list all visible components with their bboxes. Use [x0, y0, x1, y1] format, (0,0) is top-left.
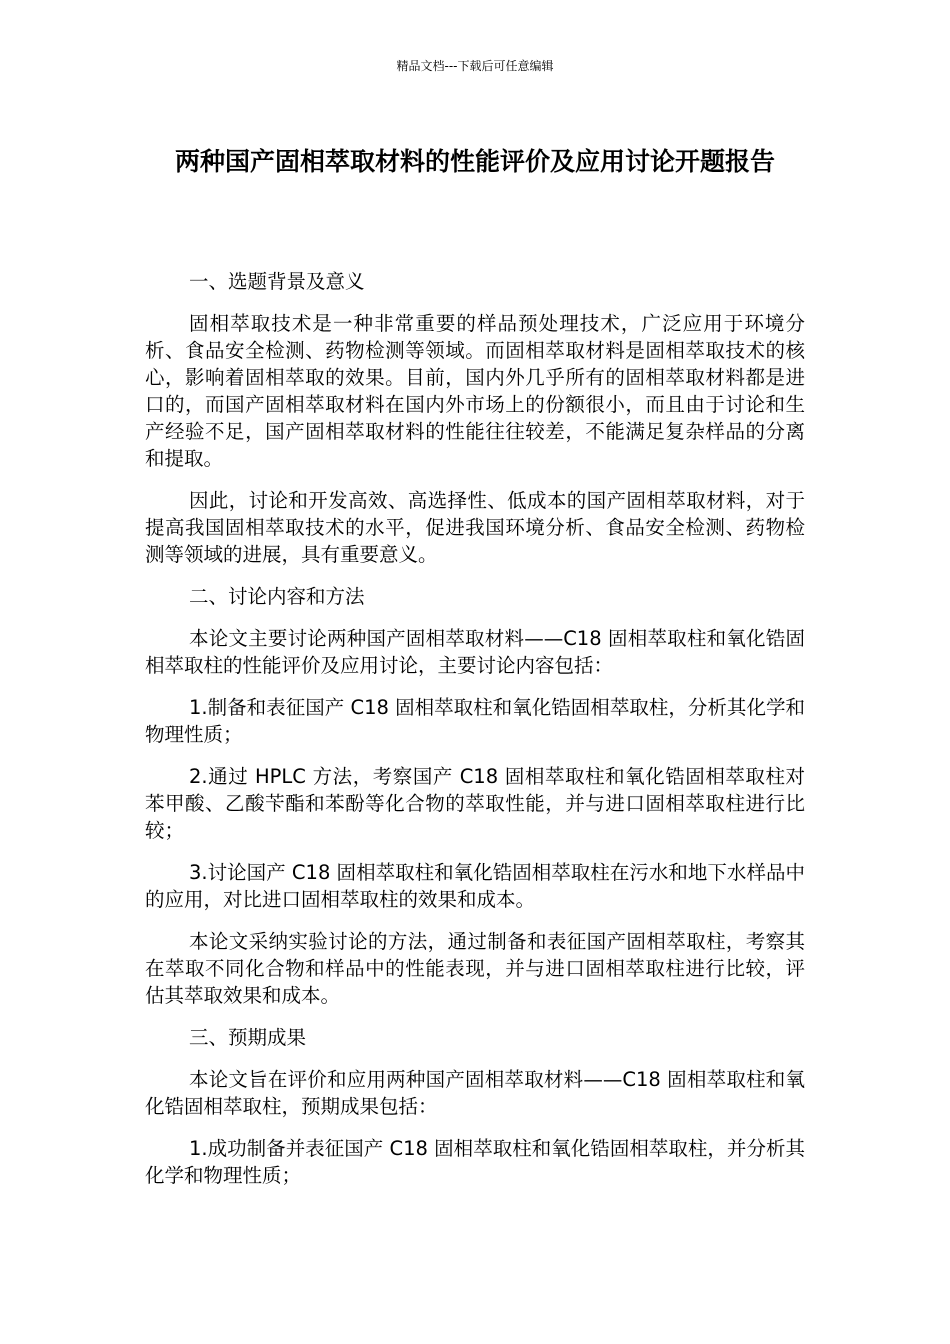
document-body — [145, 268, 805, 1204]
paragraph: 固相萃取技术是一种非常重要的样品预处理技术，广泛应用于环境分析、食品安全检测、药物检测等领域。而固相萃取材料是固相萃取技术的核心，影响着固相萃取的效果。目前，国内外几乎所有的固相萃取材料都是进口的，而国产固相萃取材料在国内外市场上的份额很小，而且由于讨论和生产经验不足，国产固相萃取材料的性能往往较差，不能满足复杂样品的分离和提取。 — [145, 312, 805, 470]
list-item: 3.讨论国产 C18 固相萃取柱和氧化锆固相萃取柱在污水和地下水样品中的应用，对比进口固相萃取柱的效果和成本。 — [145, 861, 805, 911]
list-item: 1.成功制备并表征国产 C18 固相萃取柱和氧化锆固相萃取柱，并分析其化学和物理性质； — [145, 1137, 805, 1187]
section-heading: 三、预期成果 — [189, 1026, 307, 1049]
list-item: 2.通过 HPLC 方法，考察国产 C18 固相萃取柱和氧化锆固相萃取柱对苯甲酸、乙酸苄酯和苯酚等化合物的萃取性能，并与进口固相萃取柱进行比较； — [145, 765, 805, 842]
page-header-note: 精品文档---下载后可任意编辑 — [396, 59, 554, 73]
list-item: 1.制备和表征国产 C18 固相萃取柱和氧化锆固相萃取柱，分析其化学和物理性质； — [145, 696, 805, 746]
paragraph: 本论文旨在评价和应用两种国产固相萃取材料——C18 固相萃取柱和氧化锆固相萃取柱，预期成果包括： — [145, 1068, 805, 1118]
paragraph: 本论文采纳实验讨论的方法，通过制备和表征国产固相萃取柱，考察其在萃取不同化合物和样品中的性能表现，并与进口固相萃取柱进行比较，评估其萃取效果和成本。 — [145, 930, 805, 1007]
section-content-methods — [145, 583, 805, 1009]
section-heading: 一、选题背景及意义 — [189, 270, 365, 293]
section-background — [145, 268, 805, 568]
section-heading: 二、讨论内容和方法 — [189, 585, 365, 608]
section-expected-results — [145, 1024, 805, 1189]
paragraph: 因此，讨论和开发高效、高选择性、低成本的国产固相萃取材料，对于提高我国固相萃取技术的水平，促进我国环境分析、食品安全检测、药物检测等领域的进展，具有重要意义。 — [145, 489, 805, 566]
document-title: 两种国产固相萃取材料的性能评价及应用讨论开题报告 — [174, 147, 775, 176]
paragraph: 本论文主要讨论两种国产固相萃取材料——C18 固相萃取柱和氧化锆固相萃取柱的性能评价及应用讨论，主要讨论内容包括： — [145, 627, 805, 677]
